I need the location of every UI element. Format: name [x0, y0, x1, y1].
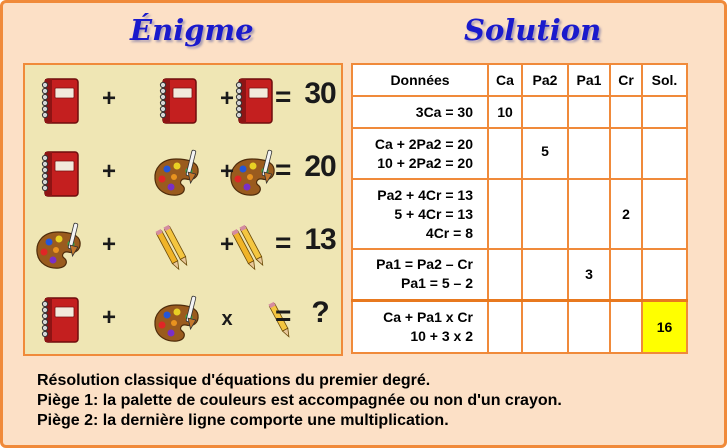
pa1-value — [568, 300, 610, 353]
sol-value — [642, 249, 687, 300]
pencils-icon — [149, 220, 203, 274]
equation-line: 10 + 2Pa2 = 20 — [377, 154, 473, 171]
header-cr: Cr — [610, 64, 642, 96]
ca-value — [488, 179, 522, 249]
cr-value — [610, 128, 642, 179]
equals-sign: = — [275, 81, 292, 112]
palette-icon — [149, 293, 203, 347]
puzzle-row — [25, 138, 345, 211]
solution-title: Solution — [464, 13, 602, 47]
header-pa1: Pa1 — [568, 64, 610, 96]
plus-operator: + — [101, 158, 116, 185]
plus-operator: + — [101, 85, 116, 112]
header-pa2: Pa2 — [522, 64, 568, 96]
equation-cell — [352, 96, 488, 128]
equation-line: Pa2 + 4Cr = 13 — [377, 186, 473, 203]
plus-operator: + — [219, 231, 234, 258]
sol-value — [642, 128, 687, 179]
plus-operator: + — [101, 304, 116, 331]
equation-cell — [352, 249, 488, 300]
ca-value — [488, 128, 522, 179]
table-row — [352, 249, 687, 300]
cr-value — [610, 249, 642, 300]
notes — [37, 371, 562, 431]
table-row — [352, 179, 687, 249]
header-sol: Sol. — [642, 64, 687, 96]
table-row — [352, 128, 687, 179]
puzzle-row — [25, 211, 345, 284]
cr-value: 2 — [610, 179, 642, 249]
equation-cell — [352, 179, 488, 249]
equation-cell — [352, 128, 488, 179]
pa1-value — [568, 179, 610, 249]
plus-operator: + — [101, 231, 116, 258]
header-ca: Ca — [488, 64, 522, 96]
equation-line: 3Ca = 30 — [415, 103, 473, 120]
pa2-value — [522, 249, 568, 300]
plus-operator: + — [219, 158, 234, 185]
note-line: Résolution classique d'équations du premier degré. — [37, 372, 431, 389]
equation-line: Pa1 = 5 – 2 — [400, 275, 473, 292]
pa2-value — [522, 96, 568, 128]
note-line: Piège 1: la palette de couleurs est accompagnée ou non d'un crayon. — [37, 392, 562, 409]
equation-line: 10 + 3 x 2 — [410, 327, 473, 344]
cr-value — [610, 96, 642, 128]
pa2-value — [522, 179, 568, 249]
sol-value — [642, 179, 687, 249]
table-row — [352, 96, 687, 128]
multiply-operator: x — [221, 308, 233, 330]
header-donnees: Données — [352, 64, 488, 96]
equals-sign: = — [275, 227, 292, 258]
equation-line: Ca + 2Pa2 = 20 — [374, 135, 473, 152]
pa2-value: 5 — [522, 128, 568, 179]
notebook-icon — [149, 74, 203, 128]
equation-line: Ca + Pa1 x Cr — [383, 308, 473, 325]
pa1-value: 3 — [568, 249, 610, 300]
equals-sign: = — [275, 154, 292, 185]
equation-line: 5 + 4Cr = 13 — [394, 205, 473, 222]
plus-operator: + — [219, 85, 234, 112]
ca-value — [488, 300, 522, 353]
palette-icon — [31, 220, 85, 274]
puzzle-result: ? — [311, 296, 329, 329]
puzzle-panel — [23, 63, 343, 356]
pa2-value — [522, 300, 568, 353]
table-row — [352, 300, 687, 353]
equals-sign: = — [275, 300, 292, 331]
note-line: Piège 2: la dernière ligne comporte une multiplication. — [37, 412, 449, 429]
equation-line: 4Cr = 8 — [425, 224, 473, 241]
puzzle-result: 20 — [304, 150, 336, 183]
puzzle-row — [25, 65, 345, 138]
notebook-icon — [31, 74, 85, 128]
ca-value: 10 — [488, 96, 522, 128]
pa1-value — [568, 96, 610, 128]
pa1-value — [568, 128, 610, 179]
puzzle-result: 13 — [304, 223, 336, 256]
palette-icon — [149, 147, 203, 201]
notebook-icon — [31, 293, 85, 347]
equation-cell — [352, 300, 488, 353]
sol-value — [642, 96, 687, 128]
puzzle-row — [25, 284, 345, 357]
ca-value — [488, 249, 522, 300]
enigma-title: Énigme — [130, 13, 254, 47]
cr-value — [610, 300, 642, 353]
equation-line: Pa1 = Pa2 – Cr — [376, 256, 473, 273]
notebook-icon — [31, 147, 85, 201]
solution-table — [351, 63, 688, 354]
final-solution-value: 16 — [642, 300, 687, 353]
puzzle-result: 30 — [304, 77, 336, 110]
